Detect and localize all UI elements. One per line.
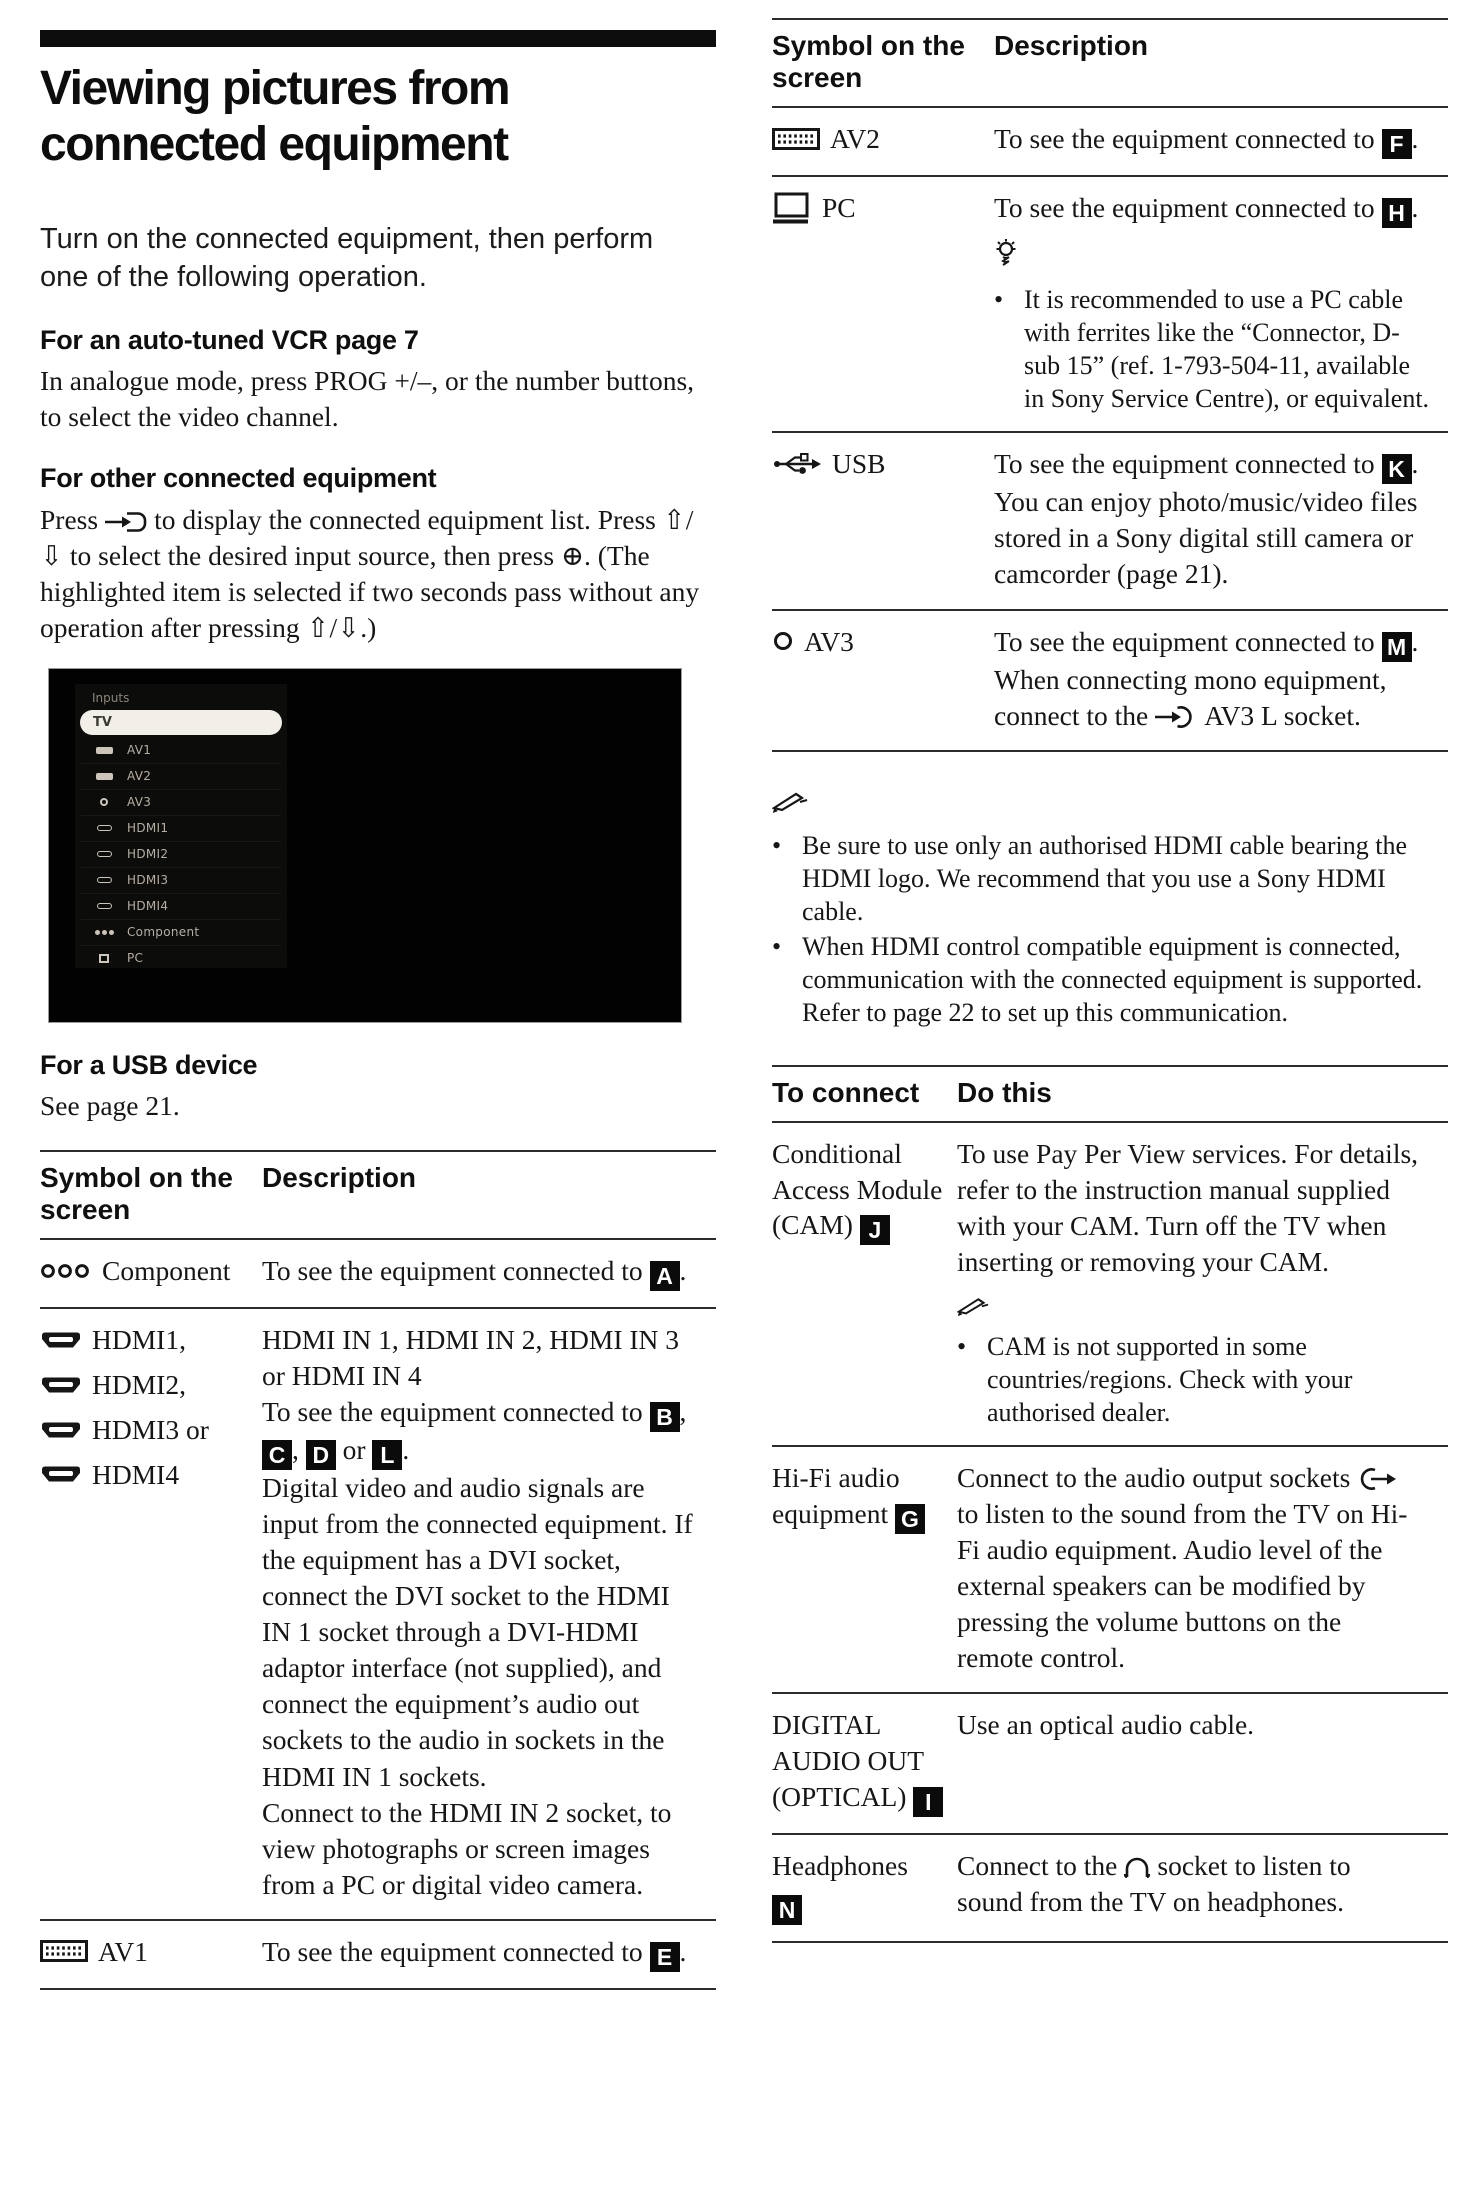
letter-badge-i: I <box>913 1787 943 1817</box>
table-row-av3 <box>772 609 1448 750</box>
note-pencil-icon <box>772 788 808 814</box>
other-paragraph-post: to display the connected equipment list. Press ⇧/⇩ to select the desired input source, then press ⊕. (The highlighted item is selected if two seconds pass without any operation after pressing ⇧/⇩.) <box>40 503 700 643</box>
tip-icon-row <box>994 238 1432 279</box>
table-header-row <box>772 1065 1448 1121</box>
inputs-menu-panel <box>75 684 287 968</box>
inputs-menu-item-component <box>81 920 281 946</box>
column-header-symbol: Symbol on the screen <box>40 1161 233 1226</box>
description-cell <box>957 1707 1448 1817</box>
pc-icon <box>81 954 127 963</box>
note-item <box>772 930 1448 1029</box>
hdmi-icon <box>81 825 127 831</box>
inputs-menu-item-hdmi3 <box>81 868 281 894</box>
title-rule-bar <box>40 30 716 47</box>
description-text: To see the equipment connected to <box>994 625 1375 657</box>
letter-badge-g: G <box>895 1504 925 1534</box>
note-text: When HDMI control compatible equipment is connected, communication with the connected equipment is supported. Refer to page 22 to set up this communication. <box>802 931 1423 1027</box>
connect-label: Headphones <box>772 1849 908 1881</box>
table-row-optical <box>772 1692 1448 1833</box>
column-header-to-connect: To connect <box>772 1076 920 1108</box>
hdmi-to-see-line <box>262 1394 700 1470</box>
audio-input-icon <box>1154 703 1198 731</box>
inputs-menu-selected-tv: TV <box>80 710 282 735</box>
symbol-label: HDMI4 <box>92 1458 180 1490</box>
description-text: When connecting mono equipment, connect to the <box>994 663 1387 731</box>
bullet-marker: • <box>772 830 782 860</box>
heading-other-equipment: For other connected equipment <box>40 463 437 494</box>
inputs-menu-item-av2 <box>81 764 281 790</box>
scart-icon <box>81 773 127 780</box>
column-header-description: Description <box>994 30 1149 61</box>
description-text: . <box>1411 448 1419 480</box>
description-text: AV3 L socket. <box>1204 699 1361 731</box>
page-title-line1: Viewing pictures from <box>40 62 510 115</box>
usb-paragraph: See page 21. <box>40 1089 180 1121</box>
bullet-marker: • <box>994 285 1004 315</box>
heading-auto-tuned-vcr: For an auto-tuned VCR page 7 <box>40 324 419 355</box>
connect-label-cell <box>772 1707 957 1817</box>
inputs-menu-title: Inputs <box>92 690 130 705</box>
description-cell <box>994 121 1448 159</box>
hdmi-icon <box>81 903 127 909</box>
other-paragraph-pre: Press <box>40 503 99 535</box>
symbol-label: USB <box>832 448 886 480</box>
symbol-label: HDMI1, <box>92 1324 186 1356</box>
inputs-menu-label: HDMI4 <box>127 899 169 914</box>
input-select-icon <box>104 509 148 535</box>
av3-circle-icon <box>81 798 127 806</box>
table-row-av2 <box>772 106 1448 175</box>
letter-badge-j: J <box>860 1215 890 1245</box>
description-text: . <box>679 1255 687 1287</box>
inputs-menu-label: Component <box>127 925 200 940</box>
inputs-menu-item-hdmi2 <box>81 842 281 868</box>
description-cell <box>994 446 1448 592</box>
symbol-label: AV2 <box>830 123 880 155</box>
letter-badge-a: A <box>650 1261 680 1291</box>
table-row-usb <box>772 431 1448 608</box>
hdmi-icon <box>40 1376 82 1394</box>
description-text: . <box>679 1935 687 1967</box>
usb-extra-paragraph: You can enjoy photo/music/video files stored in a Sony digital still camera or camcorder (page 21). <box>994 486 1418 590</box>
description-text: . <box>1411 123 1419 155</box>
inputs-menu-item-pc <box>81 946 281 971</box>
description-text: To see the equipment connected to <box>262 1396 643 1428</box>
table-row-av1 <box>40 1919 716 1988</box>
scart-icon <box>772 128 820 150</box>
inputs-menu-label: HDMI1 <box>127 821 169 836</box>
hdmi-icon <box>81 877 127 883</box>
letter-badge-e: E <box>650 1942 680 1972</box>
description-text: Use an optical audio cable. <box>957 1709 1255 1741</box>
pc-tip-text: It is recommended to use a PC cable with ferrites like the “Connector, D-sub 15” (ref. 1-793-504-11, available in Sony Service Centre), or equivalent. <box>1024 285 1430 414</box>
letter-badge-f: F <box>1382 129 1412 159</box>
scart-icon <box>40 1940 88 1962</box>
pc-tip-bullet <box>994 283 1432 415</box>
table-row-cam <box>772 1121 1448 1445</box>
symbol-label: HDMI3 or <box>92 1413 209 1445</box>
letter-badge-l: L <box>372 1440 402 1470</box>
notes-list <box>772 829 1448 1029</box>
letter-badge-h: H <box>1382 198 1412 228</box>
description-cell <box>994 624 1448 734</box>
table-row-headphones <box>772 1833 1448 1942</box>
usb-to-see-line <box>994 446 1432 484</box>
headphones-icon <box>1123 1855 1151 1881</box>
table-row-pc <box>772 175 1448 431</box>
description-text: To see the equipment connected to <box>262 1255 643 1287</box>
bullet-marker: • <box>957 1331 967 1361</box>
av3-to-see-line <box>994 624 1432 662</box>
pc-monitor-icon <box>772 192 812 224</box>
tip-bulb-icon <box>994 238 1018 270</box>
connect-label-cell <box>772 1460 957 1676</box>
inputs-menu-item-hdmi4 <box>81 894 281 920</box>
letter-badge-d: D <box>306 1440 336 1470</box>
vcr-paragraph: In analogue mode, press PROG +/–, or the number buttons, to select the video channel. <box>40 365 695 433</box>
intro-paragraph: Turn on the connected equipment, then perform one of the following operation. <box>40 223 654 293</box>
table-header-row <box>772 18 1448 106</box>
symbols-table-left <box>40 1150 716 1990</box>
inputs-menu-label: HDMI2 <box>127 847 169 862</box>
description-text: To see the equipment connected to <box>994 192 1375 224</box>
description-text: Connect to the <box>957 1849 1118 1881</box>
symbol-label: PC <box>822 192 856 224</box>
av3-mono-line <box>994 662 1432 734</box>
description-text: To see the equipment connected to <box>994 123 1375 155</box>
connect-label: Conditional Access Module (CAM) <box>772 1137 943 1241</box>
letter-badge-k: K <box>1382 454 1412 484</box>
note-text: Be sure to use only an authorised HDMI cable bearing the HDMI logo. We recommend that you use a Sony HDMI cable. <box>802 830 1408 926</box>
description-cell <box>994 190 1448 415</box>
inputs-menu-label: AV1 <box>127 743 152 758</box>
inputs-menu-label: AV3 <box>127 795 152 810</box>
inputs-menu-label: AV2 <box>127 769 152 784</box>
symbol-label: AV1 <box>98 1935 148 1967</box>
description-text: . <box>402 1434 410 1466</box>
symbol-label: AV3 <box>804 625 854 657</box>
inputs-menu-screenshot <box>48 668 682 1023</box>
connect-table <box>772 1065 1448 1944</box>
description-text: To see the equipment connected to <box>262 1935 643 1967</box>
other-equipment-paragraph <box>40 502 716 646</box>
connect-label: DIGITAL AUDIO OUT (OPTICAL) <box>772 1709 924 1812</box>
symbol-label: HDMI2, <box>92 1369 186 1401</box>
letter-badge-c: C <box>262 1440 292 1470</box>
page-title-line2: connected equipment <box>40 118 508 172</box>
column-header-description: Description <box>262 1161 417 1193</box>
cam-note-text: CAM is not supported in some countries/regions. Check with your authorised dealer. <box>987 1331 1353 1427</box>
audio-output-icon <box>1356 1465 1398 1493</box>
table-row-hifi <box>772 1445 1448 1692</box>
description-cell <box>957 1136 1448 1429</box>
table-header-row <box>40 1150 716 1238</box>
cam-note-bullet <box>957 1330 1420 1429</box>
hdmi-icon <box>81 851 127 857</box>
heading-usb-device: For a USB device <box>40 1049 258 1080</box>
note-icon-row <box>957 1290 1420 1326</box>
symbols-table-right <box>772 18 1448 752</box>
right-column <box>772 18 1448 2194</box>
column-header-symbol: Symbol on the screen <box>772 30 965 94</box>
component-icon <box>40 1263 92 1279</box>
note-item <box>772 829 1448 928</box>
connect-label: Hi-Fi audio equipment <box>772 1461 900 1529</box>
description-text: . <box>1411 192 1419 224</box>
av3-circle-icon <box>772 630 794 652</box>
letter-badge-b: B <box>650 1402 680 1432</box>
inputs-menu-item-hdmi1 <box>81 816 281 842</box>
usb-icon <box>772 452 822 476</box>
table-row-component <box>40 1238 716 1307</box>
cam-description: To use Pay Per View services. For details, refer to the instruction manual supplied with your CAM. Turn off the TV when inserting or removing your CAM. <box>957 1137 1419 1277</box>
hdmi-icon <box>40 1421 82 1439</box>
note-pencil-icon <box>957 1294 989 1317</box>
inputs-menu-label: PC <box>127 951 144 966</box>
inputs-menu-item-av3 <box>81 790 281 816</box>
letter-badge-n: N <box>772 1895 802 1925</box>
hdmi-icon <box>40 1465 82 1483</box>
description-cell <box>957 1848 1448 1926</box>
separator: , <box>679 1396 687 1428</box>
description-cell <box>262 1253 716 1291</box>
hdmi-icon <box>40 1331 82 1349</box>
left-column <box>40 18 716 2194</box>
description-cell <box>262 1322 716 1902</box>
separator: , <box>292 1434 306 1466</box>
separator: or <box>335 1434 373 1466</box>
hdmi-in-line: HDMI IN 1, HDMI IN 2, HDMI IN 3 or HDMI IN 4 <box>262 1324 680 1392</box>
description-text: To see the equipment connected to <box>994 448 1375 480</box>
description-text: Connect to the audio output sockets <box>957 1461 1351 1493</box>
inputs-menu-item-av1 <box>81 738 281 764</box>
connect-label-cell <box>772 1136 957 1429</box>
description-text: socket to listen to sound from the TV on headphones. <box>957 1849 1351 1917</box>
notes-block <box>772 788 1448 1029</box>
description-text: to listen to the sound from the TV on Hi-Fi audio equipment. Audio level of the external speakers can be modified by pressing the volume buttons on the remote control. <box>957 1497 1408 1674</box>
table-row-hdmi <box>40 1307 716 1918</box>
hdmi-in2-paragraph: Connect to the HDMI IN 2 socket, to view photographs or screen images from a PC or digital video camera. <box>262 1796 672 1900</box>
connect-label-cell <box>772 1848 957 1926</box>
description-cell <box>262 1934 716 1972</box>
hdmi-detail-paragraph: Digital video and audio signals are input from the connected equipment. If the equipment has a DVI socket, connect the DVI socket to the HDMI IN 1 socket through a DVI-HDMI adaptor interface (not supplied), and connect the equipment’s audio out sockets to the audio in sockets in the HDMI IN 1 sockets. <box>262 1472 693 1792</box>
letter-badge-m: M <box>1382 632 1412 662</box>
column-header-do-this: Do this <box>957 1076 1052 1108</box>
component-icon <box>81 930 127 935</box>
scart-icon <box>81 747 127 754</box>
description-text: . <box>1411 625 1419 657</box>
page-title <box>40 61 716 173</box>
symbol-label: Component <box>102 1255 231 1287</box>
description-cell <box>957 1460 1448 1676</box>
inputs-menu-label: HDMI3 <box>127 873 169 888</box>
bullet-marker: • <box>772 931 782 961</box>
